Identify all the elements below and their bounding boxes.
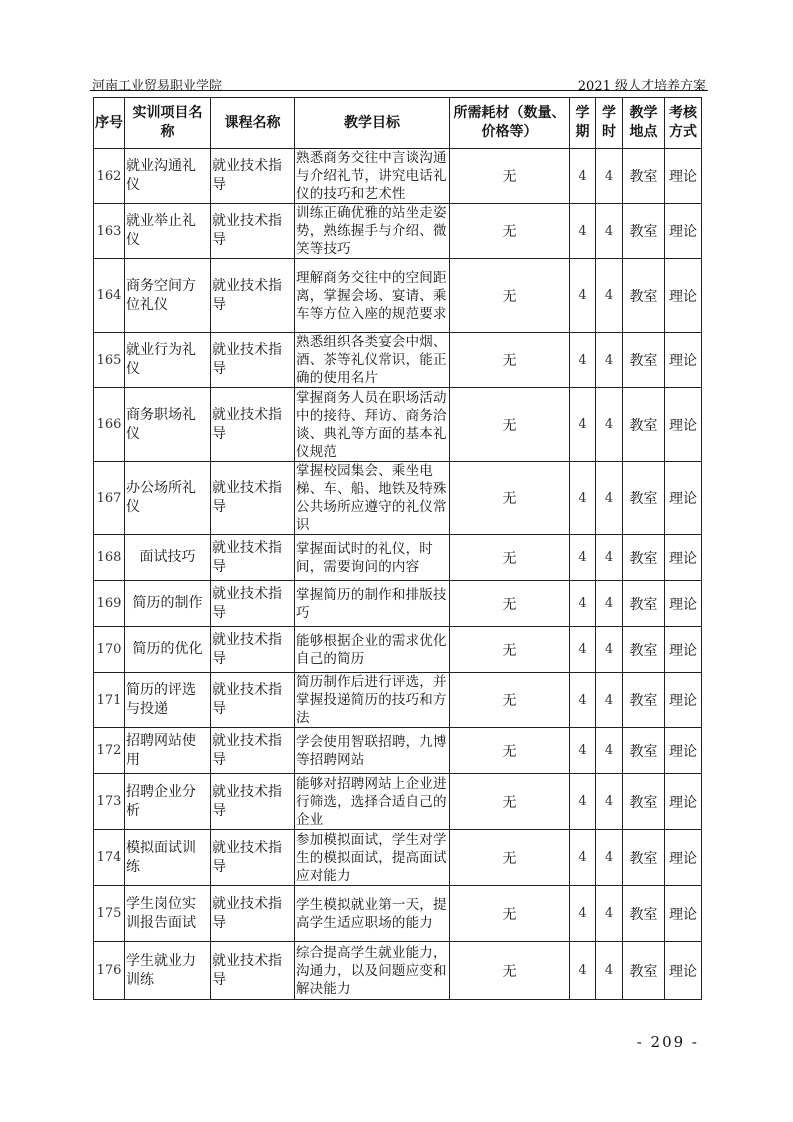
cell-no: 175	[94, 886, 125, 942]
cell-course-name: 就业技术指导	[211, 462, 295, 535]
table-body	[94, 149, 702, 1000]
cell-assessment: 理论	[665, 535, 702, 581]
cell-place: 教室	[623, 774, 665, 830]
cell-hours: 4	[596, 673, 623, 728]
cell-assessment: 理论	[665, 388, 702, 462]
cell-place: 教室	[623, 149, 665, 204]
table-row	[94, 728, 702, 774]
cell-no: 167	[94, 462, 125, 535]
cell-no: 174	[94, 830, 125, 886]
cell-project-name: 学生就业力训练	[125, 942, 211, 1000]
cell-semester: 4	[570, 774, 596, 830]
cell-hours: 4	[596, 149, 623, 204]
header-goal: 教学目标	[295, 98, 450, 149]
cell-assessment: 理论	[665, 673, 702, 728]
header-course: 课程名称	[211, 98, 295, 149]
table-row	[94, 581, 702, 627]
cell-project-name: 就业沟通礼仪	[125, 149, 211, 204]
header-name: 实训项目名称	[125, 98, 211, 149]
page-number: - 209 -	[636, 1033, 699, 1051]
cell-no: 168	[94, 535, 125, 581]
cell-consumables: 无	[450, 774, 570, 830]
cell-hours: 4	[596, 462, 623, 535]
cell-project-name: 就业举止礼仪	[125, 204, 211, 259]
header-place: 教学地点	[623, 98, 665, 149]
header-hours: 学时	[596, 98, 623, 149]
cell-semester: 4	[570, 627, 596, 673]
cell-semester: 4	[570, 886, 596, 942]
table-row	[94, 535, 702, 581]
cell-course-name: 就业技术指导	[211, 535, 295, 581]
cell-teaching-goal: 掌握商务人员在职场活动中的接待、拜访、商务洽谈、典礼等方面的基本礼仪规范	[295, 388, 450, 462]
cell-semester: 4	[570, 149, 596, 204]
cell-place: 教室	[623, 830, 665, 886]
cell-teaching-goal: 学生模拟就业第一天，提高学生适应职场的能力	[295, 886, 450, 942]
cell-course-name: 就业技术指导	[211, 388, 295, 462]
cell-no: 163	[94, 204, 125, 259]
cell-semester: 4	[570, 259, 596, 333]
cell-semester: 4	[570, 830, 596, 886]
cell-hours: 4	[596, 259, 623, 333]
cell-hours: 4	[596, 774, 623, 830]
cell-no: 172	[94, 728, 125, 774]
cell-project-name: 商务职场礼仪	[125, 388, 211, 462]
cell-assessment: 理论	[665, 462, 702, 535]
cell-course-name: 就业技术指导	[211, 774, 295, 830]
cell-place: 教室	[623, 886, 665, 942]
cell-course-name: 就业技术指导	[211, 673, 295, 728]
cell-no: 171	[94, 673, 125, 728]
cell-teaching-goal: 理解商务交往中的空间距离，掌握会场、宴请、乘车等方位入座的规范要求	[295, 259, 450, 333]
cell-consumables: 无	[450, 535, 570, 581]
cell-course-name: 就业技术指导	[211, 149, 295, 204]
header-no: 序号	[94, 98, 125, 149]
cell-consumables: 无	[450, 259, 570, 333]
cell-assessment: 理论	[665, 774, 702, 830]
cell-no: 164	[94, 259, 125, 333]
cell-assessment: 理论	[665, 204, 702, 259]
cell-no: 165	[94, 333, 125, 388]
cell-course-name: 就业技术指导	[211, 627, 295, 673]
table-row	[94, 627, 702, 673]
cell-semester: 4	[570, 333, 596, 388]
cell-course-name: 就业技术指导	[211, 333, 295, 388]
cell-course-name: 就业技术指导	[211, 886, 295, 942]
cell-consumables: 无	[450, 728, 570, 774]
cell-no: 173	[94, 774, 125, 830]
cell-consumables: 无	[450, 388, 570, 462]
cell-teaching-goal: 掌握面试时的礼仪，时间，需要询问的内容	[295, 535, 450, 581]
cell-teaching-goal: 简历制作后进行评选，并掌握投递简历的技巧和方法	[295, 673, 450, 728]
cell-semester: 4	[570, 728, 596, 774]
cell-semester: 4	[570, 204, 596, 259]
table-row	[94, 774, 702, 830]
cell-assessment: 理论	[665, 830, 702, 886]
cell-no: 162	[94, 149, 125, 204]
cell-consumables: 无	[450, 886, 570, 942]
cell-consumables: 无	[450, 462, 570, 535]
cell-course-name: 就业技术指导	[211, 204, 295, 259]
cell-teaching-goal: 学会使用智联招聘，九博等招聘网站	[295, 728, 450, 774]
cell-no: 166	[94, 388, 125, 462]
cell-hours: 4	[596, 886, 623, 942]
cell-assessment: 理论	[665, 149, 702, 204]
cell-semester: 4	[570, 942, 596, 1000]
cell-no: 169	[94, 581, 125, 627]
cell-place: 教室	[623, 942, 665, 1000]
table-row	[94, 259, 702, 333]
cell-place: 教室	[623, 627, 665, 673]
cell-hours: 4	[596, 581, 623, 627]
cell-course-name: 就业技术指导	[211, 259, 295, 333]
table-row	[94, 333, 702, 388]
cell-place: 教室	[623, 333, 665, 388]
cell-hours: 4	[596, 388, 623, 462]
cell-hours: 4	[596, 204, 623, 259]
header-consumables: 所需耗材（数量、价格等）	[450, 98, 570, 149]
table-header-row	[94, 98, 702, 149]
plan-title: 2021 级人才培养方案	[577, 79, 706, 94]
table-row	[94, 149, 702, 204]
cell-project-name: 招聘网站使用	[125, 728, 211, 774]
cell-place: 教室	[623, 204, 665, 259]
cell-semester: 4	[570, 673, 596, 728]
header-semester: 学期	[570, 98, 596, 149]
cell-project-name: 学生岗位实训报告面试	[125, 886, 211, 942]
cell-hours: 4	[596, 942, 623, 1000]
cell-place: 教室	[623, 581, 665, 627]
page-header	[90, 66, 708, 94]
table-row	[94, 388, 702, 462]
cell-semester: 4	[570, 388, 596, 462]
cell-project-name: 办公场所礼仪	[125, 462, 211, 535]
cell-place: 教室	[623, 728, 665, 774]
cell-assessment: 理论	[665, 259, 702, 333]
table-row	[94, 830, 702, 886]
cell-project-name: 模拟面试训练	[125, 830, 211, 886]
header-assessment: 考核方式	[665, 98, 702, 149]
cell-project-name: 简历的制作	[125, 581, 211, 627]
cell-consumables: 无	[450, 627, 570, 673]
cell-place: 教室	[623, 673, 665, 728]
cell-consumables: 无	[450, 149, 570, 204]
cell-teaching-goal: 能够对招聘网站上企业进行筛选，选择合适自己的企业	[295, 774, 450, 830]
cell-place: 教室	[623, 388, 665, 462]
cell-consumables: 无	[450, 204, 570, 259]
cell-course-name: 就业技术指导	[211, 830, 295, 886]
cell-consumables: 无	[450, 942, 570, 1000]
cell-teaching-goal: 训练正确优雅的站坐走姿势，熟练握手与介绍、微笑等技巧	[295, 204, 450, 259]
cell-hours: 4	[596, 535, 623, 581]
cell-assessment: 理论	[665, 581, 702, 627]
cell-project-name: 商务空间方位礼仪	[125, 259, 211, 333]
training-projects-table	[93, 97, 702, 1000]
cell-assessment: 理论	[665, 627, 702, 673]
cell-teaching-goal: 能够根据企业的需求优化自己的简历	[295, 627, 450, 673]
table-row	[94, 462, 702, 535]
cell-course-name: 就业技术指导	[211, 728, 295, 774]
cell-teaching-goal: 综合提高学生就业能力，沟通力，以及问题应变和解决能力	[295, 942, 450, 1000]
cell-hours: 4	[596, 627, 623, 673]
cell-consumables: 无	[450, 333, 570, 388]
cell-teaching-goal: 掌握校园集会、乘坐电梯、车、船、地铁及特殊公共场所应遵守的礼仪常识	[295, 462, 450, 535]
cell-project-name: 简历的优化	[125, 627, 211, 673]
cell-assessment: 理论	[665, 942, 702, 1000]
institution-name: 河南工业贸易职业学院	[92, 79, 223, 94]
cell-semester: 4	[570, 581, 596, 627]
cell-assessment: 理论	[665, 728, 702, 774]
cell-assessment: 理论	[665, 886, 702, 942]
cell-no: 176	[94, 942, 125, 1000]
cell-project-name: 就业行为礼仪	[125, 333, 211, 388]
cell-teaching-goal: 熟悉组织各类宴会中烟、酒、茶等礼仪常识，能正确的使用名片	[295, 333, 450, 388]
cell-teaching-goal: 掌握简历的制作和排版技巧	[295, 581, 450, 627]
cell-hours: 4	[596, 333, 623, 388]
cell-project-name: 面试技巧	[125, 535, 211, 581]
cell-course-name: 就业技术指导	[211, 942, 295, 1000]
cell-assessment: 理论	[665, 333, 702, 388]
table-row	[94, 942, 702, 1000]
cell-hours: 4	[596, 830, 623, 886]
cell-project-name: 招聘企业分析	[125, 774, 211, 830]
cell-teaching-goal: 熟悉商务交往中言谈沟通与介绍礼节，讲究电话礼仪的技巧和艺术性	[295, 149, 450, 204]
cell-course-name: 就业技术指导	[211, 581, 295, 627]
cell-project-name: 简历的评选与投递	[125, 673, 211, 728]
table-row	[94, 204, 702, 259]
cell-consumables: 无	[450, 673, 570, 728]
cell-place: 教室	[623, 462, 665, 535]
cell-consumables: 无	[450, 830, 570, 886]
cell-place: 教室	[623, 259, 665, 333]
table-row	[94, 886, 702, 942]
table-row	[94, 673, 702, 728]
cell-consumables: 无	[450, 581, 570, 627]
cell-teaching-goal: 参加模拟面试，学生对学生的模拟面试，提高面试应对能力	[295, 830, 450, 886]
cell-semester: 4	[570, 462, 596, 535]
cell-no: 170	[94, 627, 125, 673]
cell-hours: 4	[596, 728, 623, 774]
cell-place: 教室	[623, 535, 665, 581]
cell-semester: 4	[570, 535, 596, 581]
